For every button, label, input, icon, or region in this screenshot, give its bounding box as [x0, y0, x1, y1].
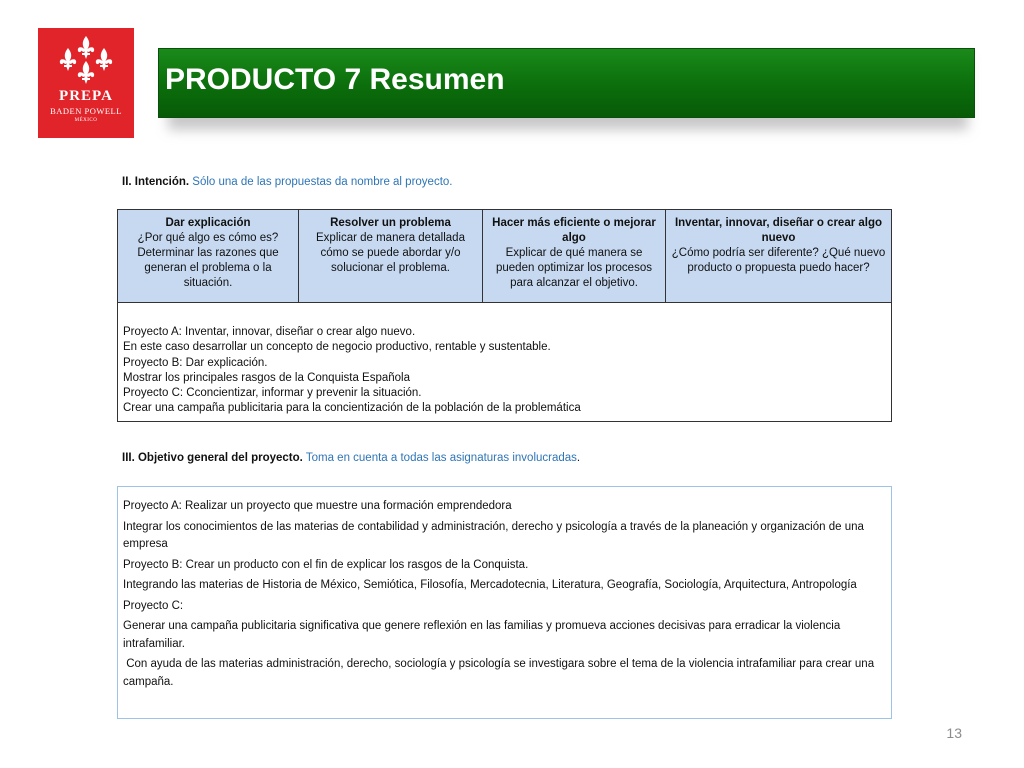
- objective-paragraph: Integrar los conocimientos de las materias de contabilidad y administración, derecho y psicología a través de la planeación y organización de una empresa: [123, 520, 864, 550]
- intention-line: Proyecto B: Dar explicación.: [123, 356, 268, 369]
- intention-header-row: [118, 210, 892, 303]
- objective-paragraph: Integrando las materias de Historia de México, Semiótica, Filosofía, Mercadotecnia, Literatura, Geografía, Sociología, Arquitectura, Antropología: [123, 579, 857, 591]
- intention-line: Mostrar los principales rasgos de la Conquista Española: [123, 371, 411, 384]
- option-title: Resolver un problema: [330, 217, 451, 229]
- option-title: Hacer más eficiente o mejorar algo: [492, 217, 656, 244]
- title-banner: [158, 48, 975, 118]
- fleur-de-lis-icon: [56, 34, 116, 86]
- option-title: Inventar, innovar, diseñar o crear algo nuevo: [674, 217, 883, 244]
- intention-body-row: [118, 303, 892, 422]
- objectives-box: [117, 486, 892, 719]
- intention-projects-cell: [118, 303, 892, 422]
- intention-option-explain: [118, 210, 299, 303]
- page-title: PRODUCTO 7 Resumen: [165, 63, 505, 96]
- section-intention-label: II. Intención.: [122, 176, 190, 188]
- option-description: Explicar de manera detallada cómo se puede abordar y/o solucionar el problema.: [316, 232, 465, 274]
- objective-paragraph: Proyecto B: Crear un producto con el fin de explicar los rasgos de la Conquista.: [123, 558, 529, 571]
- intention-option-solve: [299, 210, 483, 303]
- intention-option-innovate: [666, 210, 892, 303]
- logo-text-country: MÉXICO: [74, 118, 98, 123]
- intention-line: Crear una campaña publicitaria para la concientización de la población de la problemática: [123, 402, 581, 415]
- intention-line: Proyecto C: Cconcientizar, informar y prevenir la situación.: [123, 387, 422, 400]
- section-objective-hint: Toma en cuenta a todas las asignaturas involucradas: [305, 452, 577, 464]
- page-number: 13: [946, 725, 962, 741]
- intention-line: Proyecto A: Inventar, innovar, diseñar o crear algo nuevo.: [123, 326, 416, 338]
- option-description: Explicar de qué manera se pueden optimizar los procesos para alcanzar el objetivo.: [496, 247, 652, 289]
- intention-line: En este caso desarrollar un concepto de negocio productivo, rentable y sustentable.: [123, 341, 551, 354]
- section-objective-label: III. Objetivo general del proyecto.: [122, 452, 303, 464]
- option-title: Dar explicación: [165, 217, 251, 229]
- objective-paragraph: Proyecto A: Realizar un proyecto que muestre una formación emprendedora: [123, 500, 512, 512]
- objective-paragraph: Generar una campaña publicitaria significativa que genere reflexión en las familias y promueva acciones decisivas para erradicar la violencia intrafamiliar.: [123, 620, 841, 650]
- section-intention-hint: Sólo una de las propuestas da nombre al proyecto.: [192, 176, 453, 188]
- school-logo: [38, 28, 134, 138]
- section-intention-heading: [122, 176, 453, 188]
- intention-option-improve: [483, 210, 666, 303]
- section-objective-heading: [122, 452, 580, 464]
- logo-text-school: BADEN POWELL: [50, 106, 122, 116]
- logo-text-prepa: PREPA: [59, 88, 113, 104]
- option-description: ¿Por qué algo es cómo es? Determinar las razones que generan el problema o la situación.: [137, 232, 279, 289]
- section-objective-period: .: [576, 452, 581, 464]
- objective-paragraph: Proyecto C:: [123, 599, 184, 612]
- option-description: ¿Cómo podría ser diferente? ¿Qué nuevo producto o propuesta puedo hacer?: [671, 247, 886, 274]
- objective-paragraph: Con ayuda de las materias administración, derecho, sociología y psicología se investigara sobre el tema de la violencia intrafamiliar para crear una campaña.: [123, 658, 878, 688]
- intention-table: [117, 209, 892, 422]
